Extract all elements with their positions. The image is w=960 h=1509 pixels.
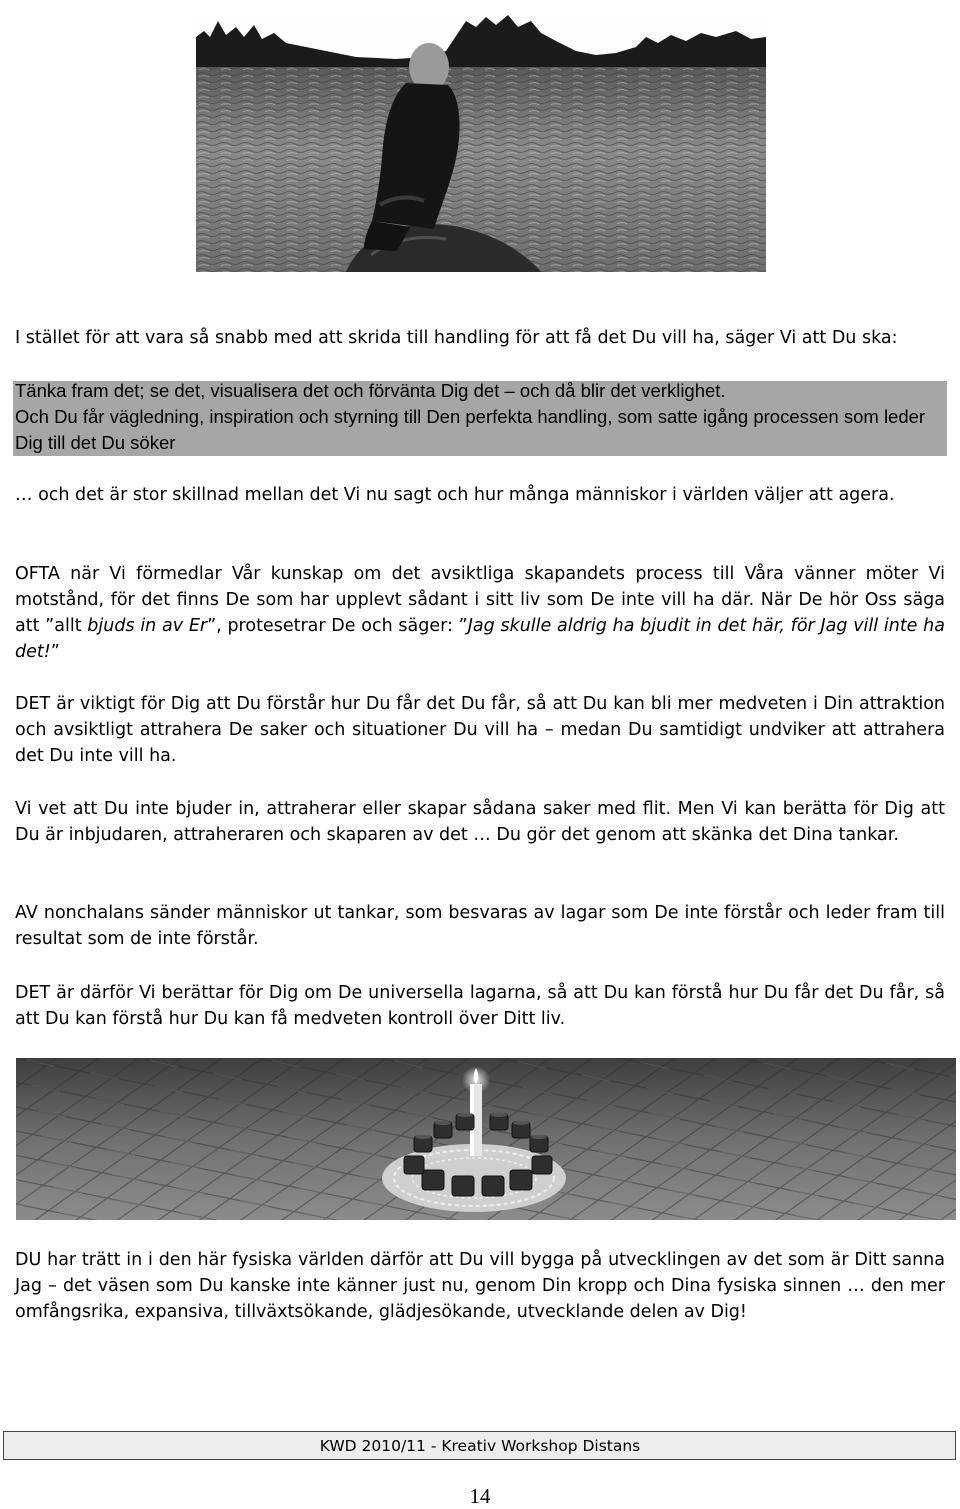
ofta-text-c: ”, protesetrar De och säger: ” [207,616,468,636]
highlighted-paragraph [15,378,947,456]
candle-circle-photo [16,1058,956,1220]
understanding-paragraph: DET är viktigt för Dig att Du förstår hur Du får det Du får, så att Du kan bli mer medveten i Din attraktion och avsiktligt attrahera De saker och situationer Du vill ha – medan Du samtidigt undviker att attrahera det Du inte vill ha. [15,694,945,766]
ofta-paragraph [15,561,945,665]
ofta-italic-d: Jag skulle aldrig ha bjudit in det här, för Jag vill inte ha det! [15,616,945,662]
footer-title: KWD 2010/11 - Kreativ Workshop Distans [319,1437,641,1455]
intro-paragraph: I stället för att vara så snabb med att skrida till handling för att få det Du vill ha, säger Vi att Du ska: [15,328,898,348]
person-by-lake-photo [196,7,766,272]
highlight-line-2: Och Du får vägledning, inspiration och styrning till Den perfekta handling, som satte igång processen som leder Dig till det Du söker [15,406,926,453]
ofta-text-a: OFTA när Vi förmedlar Vår kunskap om det avsiktliga skapandets process till Våra vänner möter Vi motstånd, för det finns De som har upplevt sådant i sitt liv som De inte vill ha där. När De hör Oss säga att ”allt [15,564,945,636]
true-self-paragraph: DU har trätt in i den här fysiska världen därför att Du vill bygga på utvecklingen av det som är Ditt sanna Jag – det väsen som Du kanske inte känner just nu, genom Din kropp och Dina fysiska sinnen … den mer omfångsrika, expansiva, tillväxtsökande, glädjesökande, utvecklande delen av Dig! [15,1250,945,1322]
universal-laws-paragraph: DET är därför Vi berättar för Dig om De universella lagarna, så att Du kan förstå hur Du får det Du får, så att Du kan förstå hur Du kan få medveten kontroll över Ditt liv. [15,983,945,1029]
invitation-paragraph: Vi vet att Du inte bjuder in, attraherar eller skapar sådana saker med flit. Men Vi kan berätta för Dig att Du är inbjudaren, attraheraren och skaparen av det … Du gör det genom att skänka det Dina tankar. [15,799,945,845]
contrast-paragraph: … och det är stor skillnad mellan det Vi nu sagt och hur många människor i världen väljer att agera. [15,485,895,505]
ofta-text-e: ” [50,642,60,662]
page-number: 14 [469,1484,491,1508]
ofta-italic-b: bjuds in av Er [87,616,208,636]
nonchalance-paragraph: AV nonchalans sänder människor ut tankar, som besvaras av lagar som De inte förstår och leder fram till resultat som de inte förstår. [15,903,945,949]
highlight-line-1: Tänka fram det; se det, visualisera det och förvänta Dig det – och då blir det verklighet. [15,380,726,401]
